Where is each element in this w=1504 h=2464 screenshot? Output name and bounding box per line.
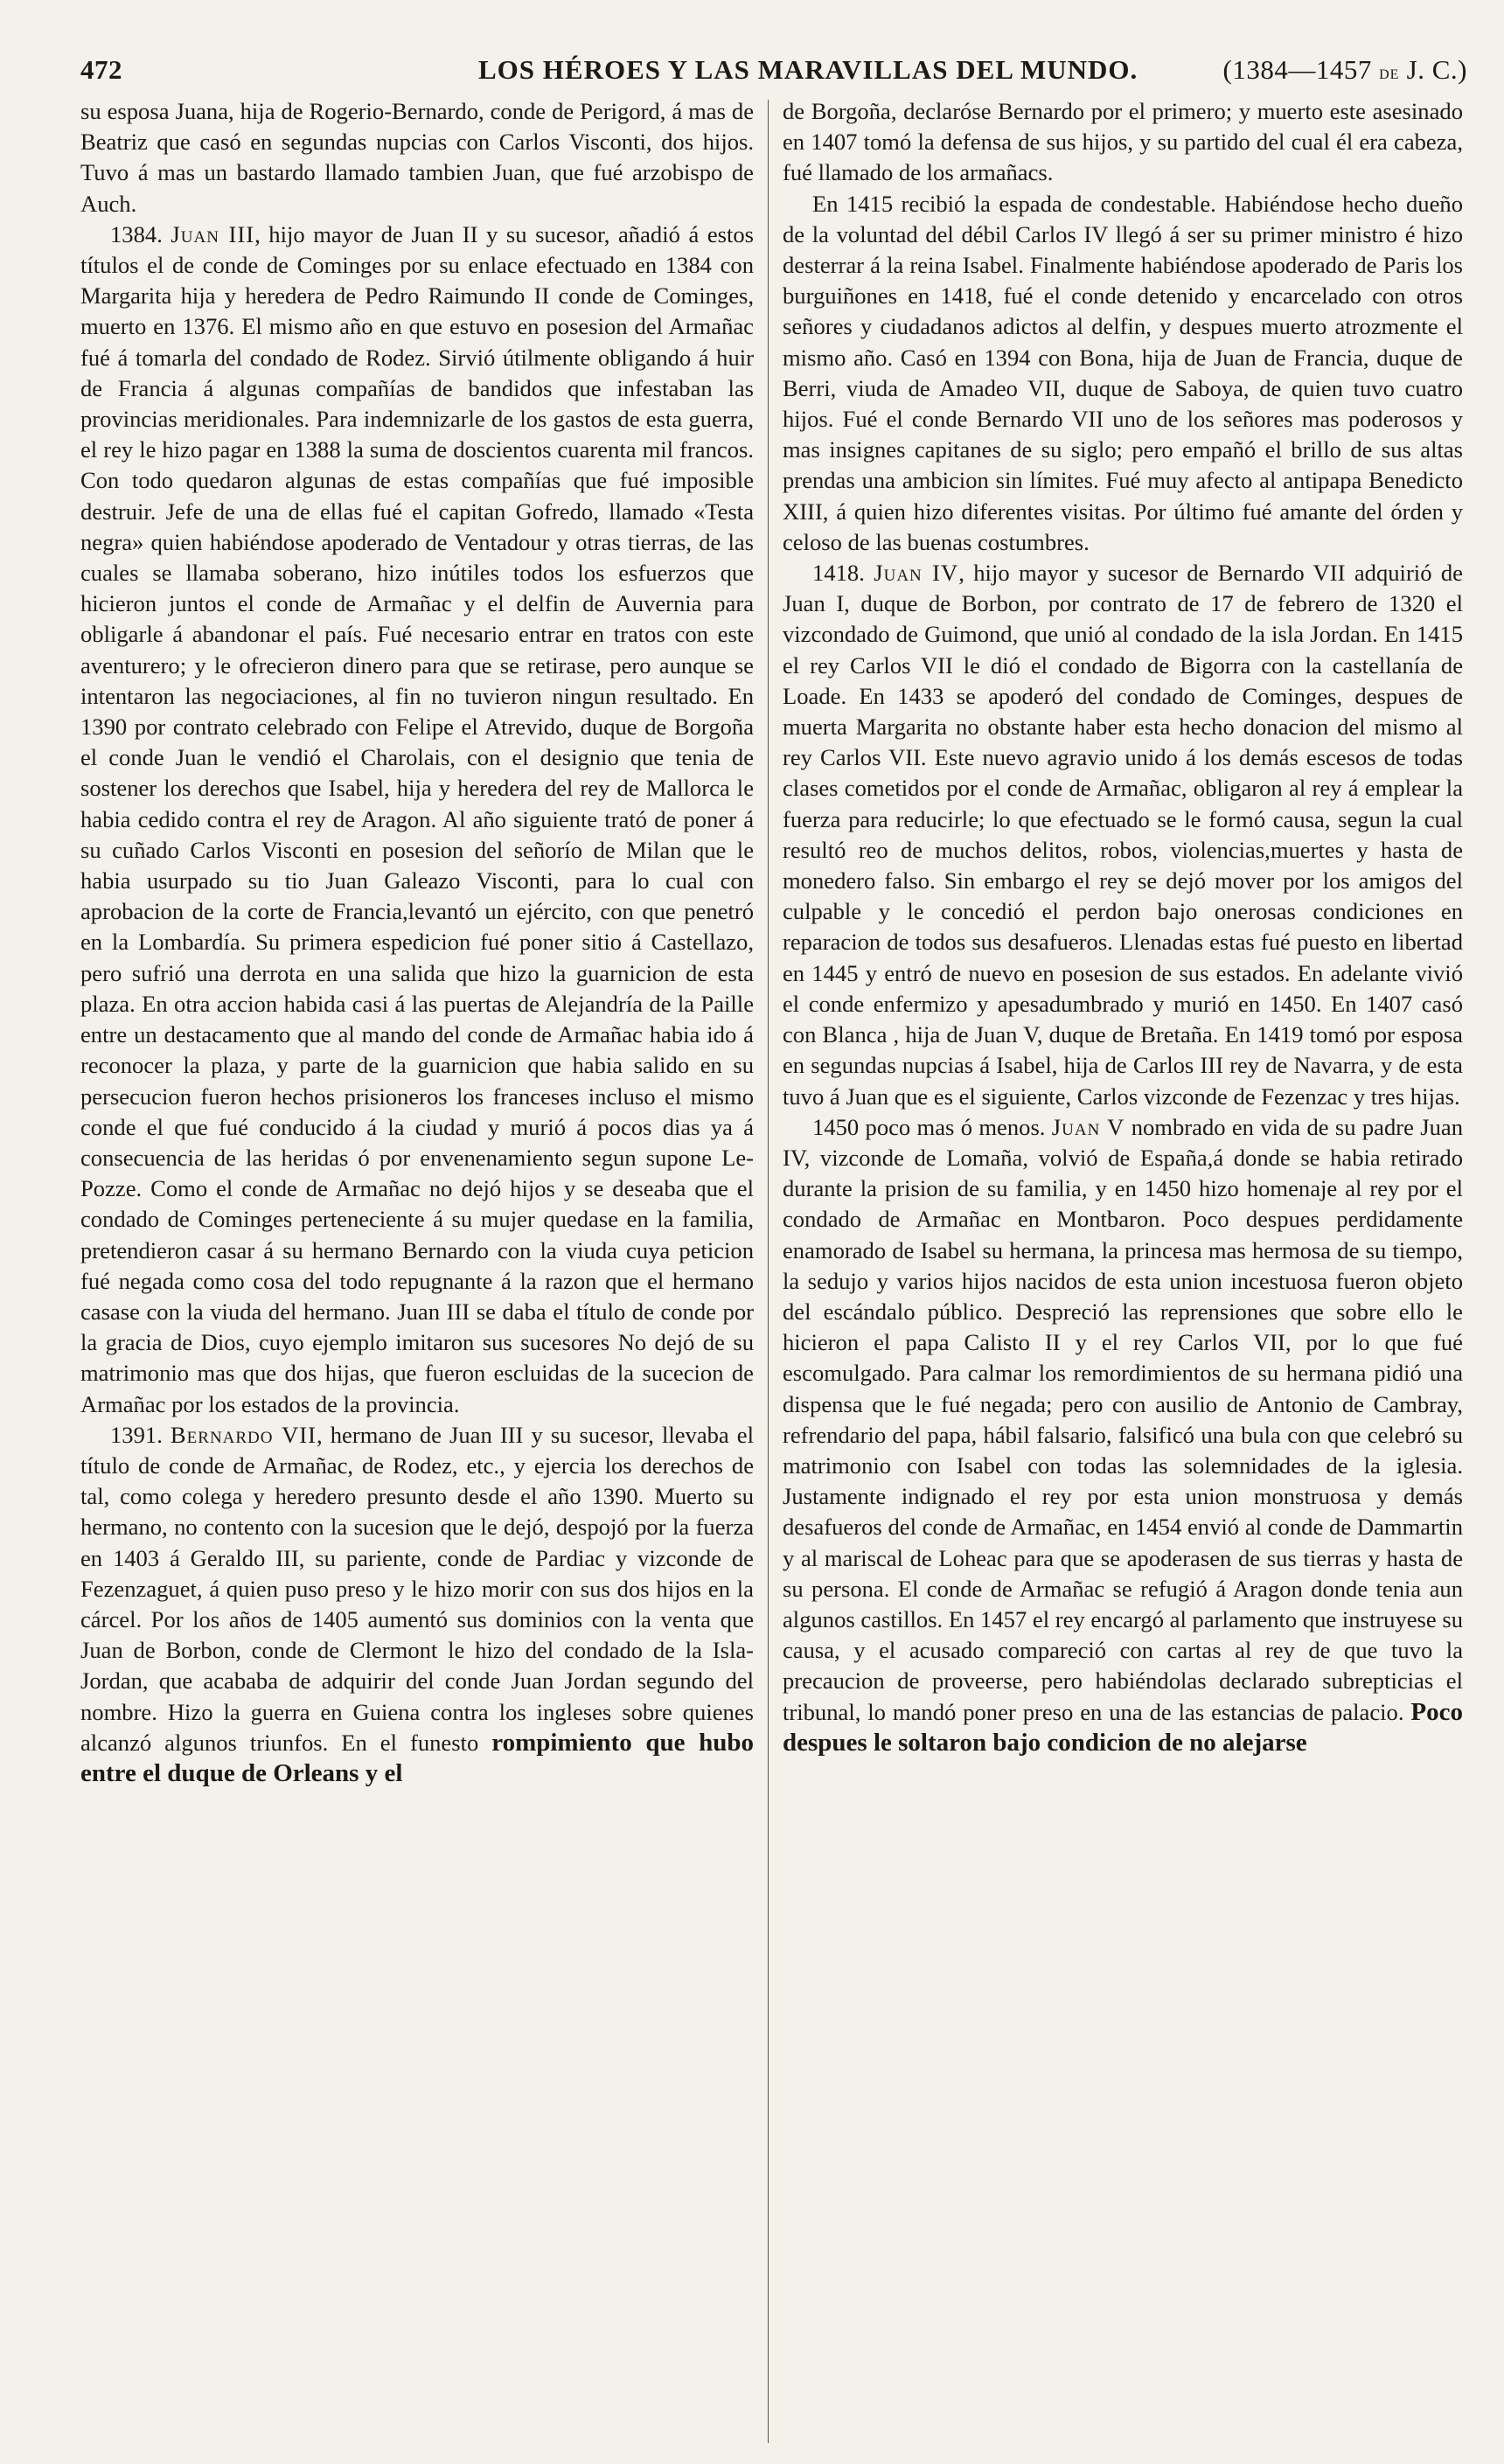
entry-year: 1450 bbox=[812, 1113, 860, 1140]
page-number: 472 bbox=[80, 54, 122, 85]
entry-name: Juan IV bbox=[874, 560, 959, 587]
date-range-end: J. C.) bbox=[1406, 54, 1467, 85]
right-column bbox=[769, 96, 1463, 2457]
entry-name: Bernardo VII bbox=[170, 1421, 317, 1448]
entry-year: 1384. bbox=[110, 220, 163, 247]
entry-text: , hijo mayor de Juan II y su sucesor, añadió á estos títulos el de conde de Cominges por su enlace efectuado en 1384 con Margarita hija y heredera de Pedro Raimundo II conde de Cominges, muerto en 1376. El mismo año en que estuvo en posesion del Armañac fué á tomarla del condado de Rodez. Sirvió útilmente obligando á huir de Francia á algunas compañías de bandidos que infestaban las provincias meridionales. Para indemnizarle de los gastos de esta guerra, el rey le hizo pagar en 1388 la suma de doscientos cuarenta mil francos. Con todo quedaron algunas de estas compañías que fué imposible destruir. Jefe de una de ellas fué el capitan Gofredo, llamado «Testa negra» quien habiéndose apoderado de Ventadour y otras tierras, de las cuales se llamaba soberano, hizo inútiles todos los esfuerzos que hicieron juntos el conde de Armañac y el delfin de Auvernia para obligarle á abandonar el país. Fué necesario entrar en tratos con este aventurero; y le ofrecieron dinero para que se retirase, pero aunque se intentaron las negociaciones, al fin no tuvieron ningun resultado. En 1390 por contrato celebrado con Felipe el Atrevido, duque de Borgoña el conde Juan le vendió el Charolais, con el designio que tenia de sostener los derechos que Isabel, hija y heredera del rey de Mallorca le habia cedido contra el rey de Aragon. Al año siguiente trató de poner á su cuñado Carlos Visconti en posesion del señorío de Milan que le habia usurpado su tio Juan Galeazo Visconti, para lo cual con aprobacion de la corte de Francia,levantó un ejército, con que penetró en la Lombardía. Su primera espedicion fué poner sitio á Castellazo, pero sufrió una derrota en una salida que hizo la guarnicion de esta plaza. En otra accion habida casi á las puertas de Alejandría de la Paille entre un destacamento que al mando del conde de Armañac habia ido á reconocer la plaza, y parte de la guarnicion que habia salido en su persecucion fueron hechos prisioneros los franceses incluso el mismo conde el que fué conducido á la ciudad y murió á pocos dias ya á consecuencia de las heridas ó por envenenamiento segun supone Le-Pozze. Como el conde de Armañac no dejó hijos y se deseaba que el condado de Cominges perteneciente á su mujer quedase en la familia, pretendieron casar á su hermano Bernardo con la viuda cuya peticion fué negada como cosa del todo repugnante á la razon que el hermano casase con la viuda del hermano. Juan III se daba el título de conde por la gracia de Dios, cuyo ejemplo imitaron sus sucesores No dejó de su matrimonio mas que dos hijas, que fueron escluidas de la sucecion de Armañac por los estados de la provincia. bbox=[80, 220, 755, 1417]
entry-year: 1391. bbox=[110, 1421, 163, 1448]
date-range-de: de bbox=[1379, 61, 1400, 83]
entry-text: nombrado en vida de su padre Juan IV, vizconde de Lomaña, volvió de España,á donde se habia retirado durante la prision de su familia, y en 1450 hizo homenaje al rey por el condado de Armañac en Montbaron. Poco despues perdidamente enamorado de Isabel su hermana, la princesa mas hermosa de su tiempo, la sedujo y varios hijos nacidos de esta union incestuosa fueron objeto del escándalo público. Despreció las reprensiones que sobre ello le hicieron el papa Calisto II y el rey Carlos VII, por lo que fué escomulgado. Para calmar los remordimientos de su hermana pidió una dispensa que le fué negada; pero con ausilio de Antonio de Cambray, refrendario del papa, hábil falsario, falsificó una bula con que celebró su matrimonio con Isabel con todas las solemnidades de la iglesia. Justamente indignado el rey por esta union monstruosa y demás desafueros del conde de Armañac, en 1454 envió al conde de Dammartin y al mariscal de Loheac para que se apoderasen de sus tierras y hasta de su persona. El conde de Armañac se refugió á Aragon donde tenia aun algunos castillos. En 1457 el rey encargó al parlamento que instruyese su causa, y el acusado compareció con cartas al rey de que tuvo la precaucion de proveerse, pero habiéndolas declarado subrepticias el tribunal, lo mandó poner preso en una de las estancias de palacio. bbox=[783, 1113, 1464, 1725]
entry-name: Juan III bbox=[171, 220, 255, 247]
date-range bbox=[1223, 54, 1467, 86]
page-header bbox=[80, 51, 1471, 96]
entry-name: Juan V bbox=[1051, 1113, 1125, 1140]
paragraph-juan-iii bbox=[80, 219, 754, 1420]
paragraph: En 1415 recibió la espada de condestable. Habiéndose hecho dueño de la voluntad del débil Carlos IV llegó á ser su primer ministro é hizo desterrar á la reina Isabel. Finalmente habiéndose apoderado de Paris los burguiñones en 1418, fué el conde detenido y encarcelado con otros señores y ciudadanos adictos al delfin, y despues muerto atrozmente el mismo año. Casó en 1394 con Bona, hija de Juan de Francia, duque de Berri, viuda de Amadeo VII, duque de Saboya, de quien tuvo cuatro hijos. Fué el conde Bernardo VII uno de los señores mas poderosos y mas insignes capitanes de su siglo; pero empañó el brillo de sus altas prendas una ambicion sin límites. Fué muy afecto al antipapa Benedicto XIII, á quien hizo diferentes visitas. Por último fué amante del órden y celoso de las buenas costumbres. bbox=[783, 190, 1463, 555]
paragraph: de Borgoña, declaróse Bernardo por el primero; y muerto este asesinado en 1407 tomó la defensa de sus hijos, y su partido del cual él era cabeza, fué llamado de los armañacs. bbox=[783, 98, 1463, 186]
running-title: LOS HÉROES Y LAS MARAVILLAS DEL MUNDO. bbox=[478, 54, 1138, 85]
entry-text: , hermano de Juan III y su sucesor, llevaba el título de conde de Armañac, de Rodez, etc., y ejercia los derechos de tal, como colega y heredero presunto desde el año 1390. Muerto su hermano, no contento con la sucesion que le dejó, despojó por la fuerza en 1403 á Geraldo III, su pariente, conde de Pardiac y vizconde de Fezenzaguet, á quien puso preso y le hizo morir con sus dos hijos en la cárcel. Por los años de 1405 aumentó sus dominios con la venta que Juan de Borbon, conde de Clermont le hizo del condado de la Isla-Jordan, que acababa de adquirir del conde Juan Jordan segundo del nombre. Hizo la guerra en Guiena contra los ingleses sobre quienes alcanzó algunos triunfos. En el funesto bbox=[80, 1421, 754, 1756]
text-columns bbox=[80, 96, 1471, 2457]
entry-text-last-line: rompimiento que hubo entre el duque de Orleans y el bbox=[80, 1728, 754, 1787]
entry-year: 1418. bbox=[812, 560, 865, 587]
entry-text-pre: poco mas ó menos. bbox=[859, 1113, 1052, 1140]
entry-text: , hijo mayor y sucesor de Bernardo VII adquirió de Juan I, duque de Borbon, por contrato de 17 de febrero de 1320 el vizcondado de Guimond, que unió al condado de la isla Jordan. En 1415 el rey Carlos VII le dió el condado de Bigorra con la castellanía de Loade. En 1433 se apoderó del condado de Cominges, despues de muerta Margarita no obstante haber esta hecho donacion del mismo al rey Carlos VII. Este nuevo agravio unido á los demás escesos de todas clases cometidos por el conde de Armañac, obligaron al rey á emplear la fuerza para reducirle; lo que efectuado se le formó causa, segun la cual resultó reo de muchos delitos, robos, violencias,muertes y hasta de monedero falso. Sin embargo el rey se dejó mover por los amigos del culpable y le concedió el perdon bajo onerosas condiciones en reparacion de todos sus desafueros. Llenadas estas fué puesto en libertad en 1445 y entró de nuevo en posesion de sus estados. En adelante vivió el conde enfermizo y apesadumbrado y murió en 1450. En 1407 casó con Blanca , hija de Juan V, duque de Bretaña. En 1419 tomó por esposa en segundas nupcias á Isabel, hija de Carlos III rey de Navarra, y de esta tuvo á Juan que es el siguiente, Carlos vizconde de Fezenzac y tres hijas. bbox=[783, 560, 1463, 1110]
paragraph-juan-v bbox=[783, 1112, 1463, 1758]
paragraph-bernardo-vii bbox=[80, 1420, 754, 1789]
date-range-start: (1384—1457 bbox=[1222, 54, 1372, 85]
paragraph-juan-iv bbox=[783, 558, 1463, 1112]
paragraph: su esposa Juana, hija de Rogerio-Bernardo, conde de Perigord, á mas de Beatriz que casó en segundas nupcias con Carlos Visconti, dos hijos. Tuvo á mas un bastardo llamado tambien Juan, que fué arzobispo de Auch. bbox=[80, 98, 754, 217]
entry-text-last-line: Poco despues le soltaron bajo condicion de no alejarse bbox=[783, 1697, 1463, 1757]
left-column bbox=[80, 96, 768, 2457]
